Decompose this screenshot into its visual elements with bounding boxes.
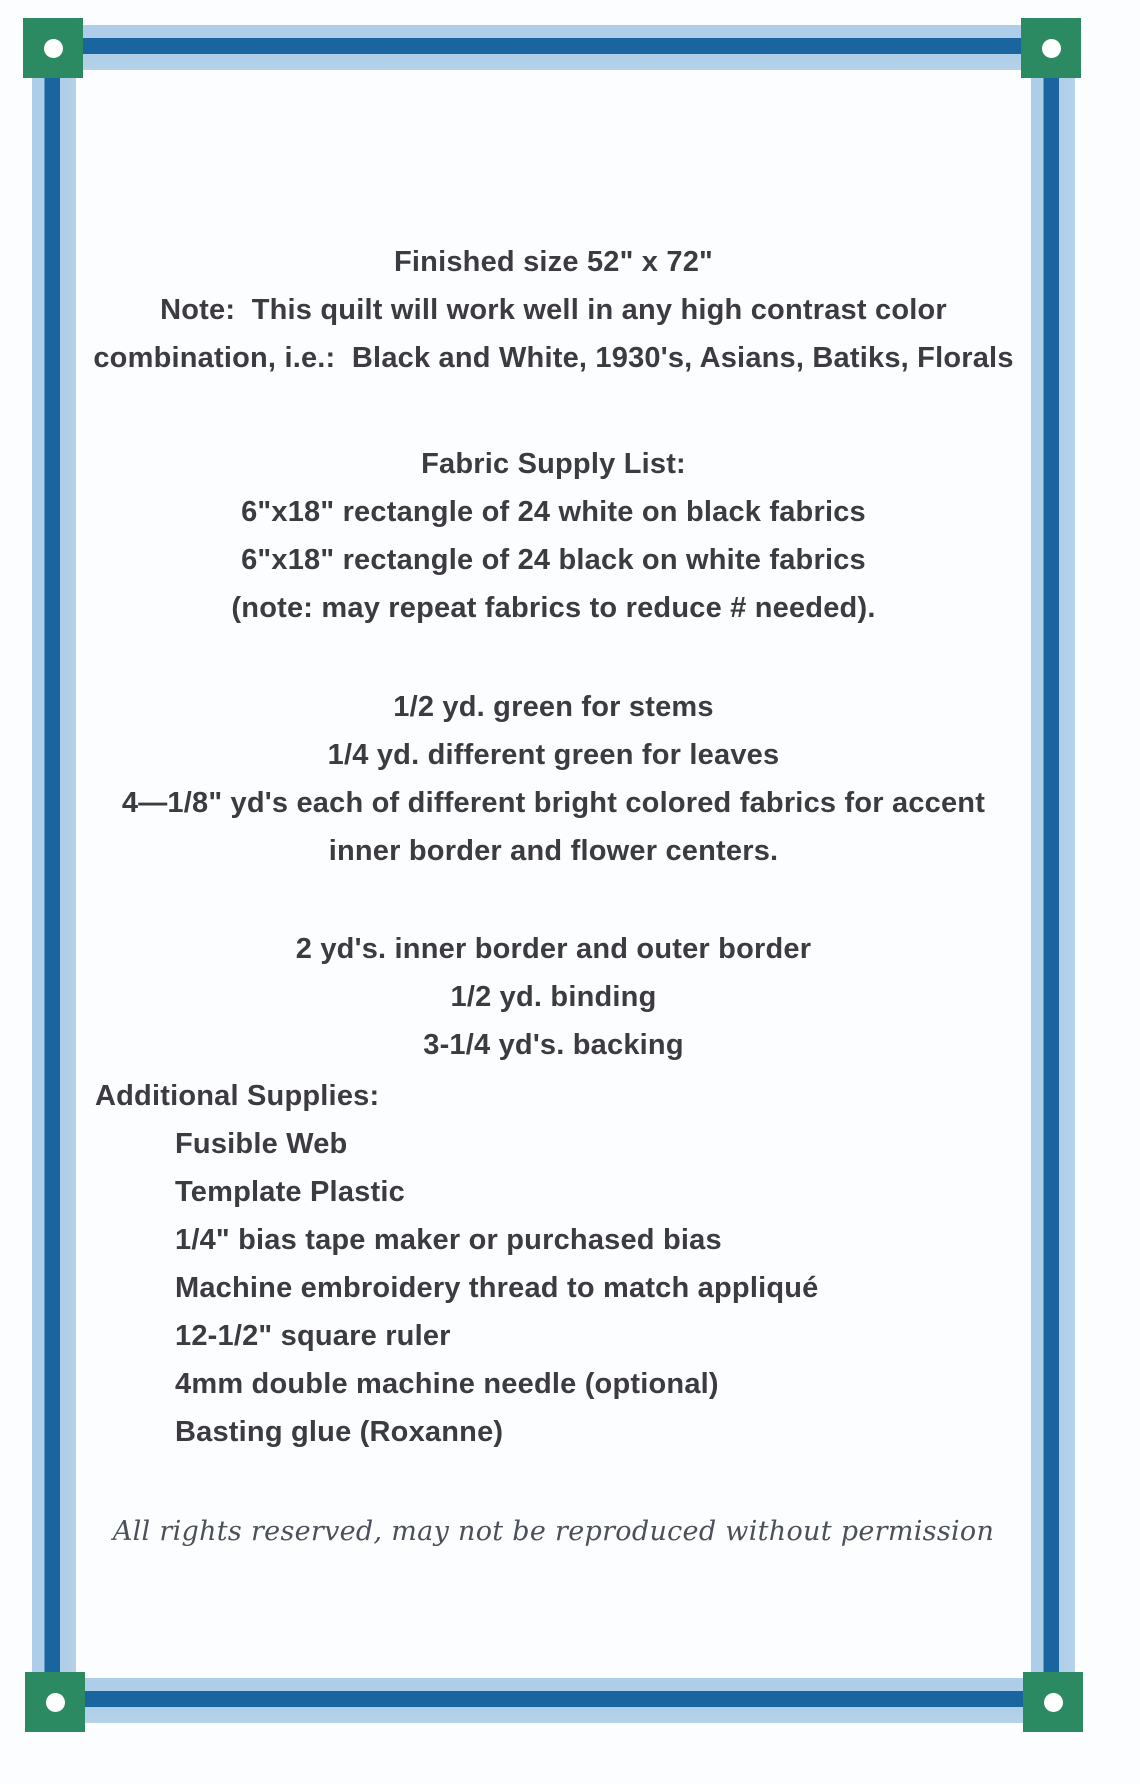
footer-block: [75, 1508, 1032, 1556]
borders-backing-line: 3-1/4 yd's. backing: [423, 1029, 684, 1061]
additional-supply-item: Template Plastic: [175, 1176, 405, 1208]
frame-corner-bottom-right: [1023, 1672, 1083, 1732]
note-line: combination, i.e.: Black and White, 1930's, Asians, Batiks, Florals: [93, 342, 1014, 374]
corner-dot: [44, 39, 63, 58]
accent-fabrics-lines: [75, 683, 1032, 875]
borders-backing-line: 2 yd's. inner border and outer border: [295, 933, 812, 965]
frame-border-top: [80, 25, 1024, 70]
note-line: Note: This quilt will work well in any high contrast color: [160, 294, 947, 326]
additional-supply-item: Fusible Web: [175, 1128, 348, 1160]
additional-supplies-title: Additional Supplies:: [95, 1080, 380, 1112]
frame-border-right: [1031, 70, 1075, 1680]
additional-supply-item: 4mm double machine needle (optional): [175, 1368, 719, 1400]
additional-supply-item: Basting glue (Roxanne): [175, 1416, 504, 1448]
fabric-supply-line: 6"x18" rectangle of 24 white on black fabrics: [241, 496, 866, 528]
accent-fabric-line: 4—1/8" yd's each of different bright colored fabrics for accent: [121, 787, 986, 819]
finished-size-heading: Finished size 52" x 72": [393, 246, 713, 278]
frame-border-bottom: [80, 1678, 1028, 1723]
borders-backing-lines: [75, 925, 1032, 1069]
additional-supply-item: Machine embroidery thread to match appliqué: [175, 1272, 819, 1304]
accent-fabrics-block: [75, 683, 1032, 875]
additional-supply-item: 1/4" bias tape maker or purchased bias: [175, 1224, 722, 1256]
additional-supply-item: 12-1/2" square ruler: [175, 1320, 451, 1352]
fabric-supply-lines: [75, 488, 1032, 632]
accent-fabric-line: inner border and flower centers.: [328, 835, 779, 867]
fabric-supply-title: Fabric Supply List:: [421, 448, 686, 480]
frame-border-left: [32, 70, 76, 1680]
fabric-supply-line: 6"x18" rectangle of 24 black on white fabrics: [241, 544, 866, 576]
corner-dot: [46, 1693, 65, 1712]
frame-corner-top-left: [23, 18, 83, 78]
additional-supplies-items: [95, 1120, 1025, 1456]
fabric-supply-line: (note: may repeat fabrics to reduce # needed).: [231, 592, 876, 624]
borders-backing-line: 1/2 yd. binding: [450, 981, 657, 1013]
header-block: [75, 238, 1032, 382]
additional-supplies-block: [95, 1072, 1025, 1456]
note-lines: [75, 286, 1032, 382]
corner-dot: [1044, 1693, 1063, 1712]
accent-fabric-line: 1/2 yd. green for stems: [393, 691, 714, 723]
copyright-note: All rights reserved, may not be reproduced without permission: [112, 1516, 995, 1547]
frame-corner-bottom-left: [25, 1672, 85, 1732]
frame-corner-top-right: [1021, 18, 1081, 78]
borders-backing-block: [75, 925, 1032, 1069]
corner-dot: [1042, 39, 1061, 58]
accent-fabric-line: 1/4 yd. different green for leaves: [327, 739, 780, 771]
fabric-supply-block: [75, 440, 1032, 632]
